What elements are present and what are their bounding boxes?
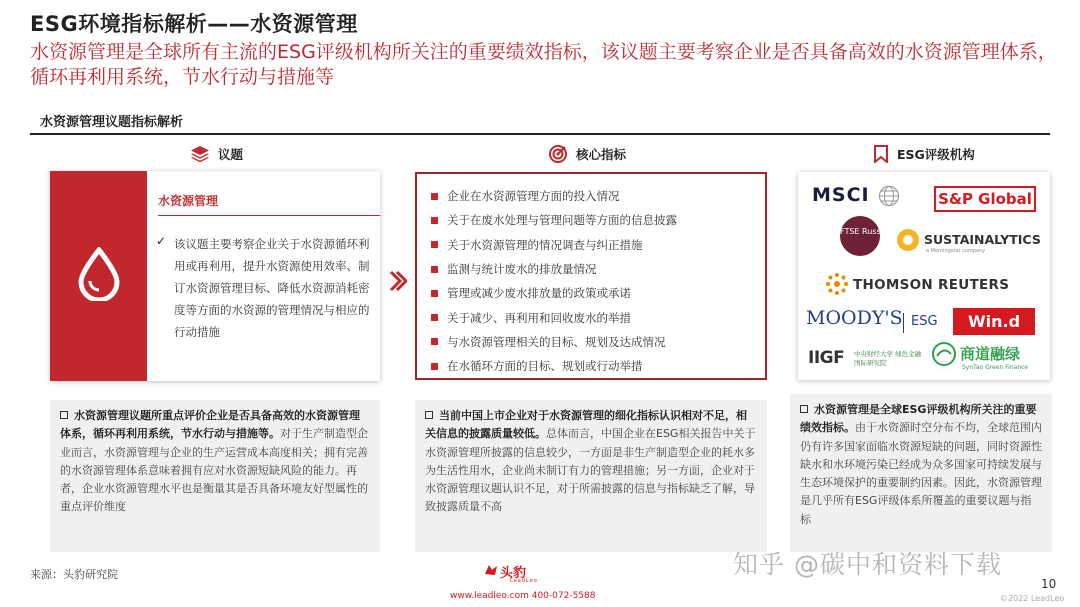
iigf-subtitle: 中央财经大学 绿色金融国际研究院 xyxy=(854,350,922,367)
sustainalytics-logo: SUSTAINALYTICS xyxy=(924,232,1041,247)
analysis-1-text: 对于生产制造型企业而言，水资源管理与企业的生产运营成本高度相关；拥有完善的水资源管理体系意味着拥有应对水资源短缺风险的能力。再者，企业水资源管理水平也是衡量其是否具备环境友好型属性的重点评价维度 xyxy=(60,427,368,514)
topic-name: 水资源管理 xyxy=(158,194,219,208)
moodys-logo: MOODY'S xyxy=(806,307,903,329)
ftse-russell-logo: FTSE Russell xyxy=(840,216,880,256)
analysis-1-highlight: 水资源管理议题所重点评价企业是否具备高效的水资源管理体系，循环再利用系统，节水行动与措施等。 xyxy=(60,409,360,441)
footer-logo-sub: LeadLeo xyxy=(510,578,538,584)
source-note: 来源：头豹研究院 xyxy=(30,568,118,581)
topic-icon-panel xyxy=(50,171,147,381)
analysis-box-2 xyxy=(415,400,767,552)
analysis-2-highlight: 当前中国上市企业对于水资源管理的细化指标认识相对不足，相关信息的披露质量较低。 xyxy=(425,409,747,441)
wind-logo: Win.d xyxy=(953,308,1035,335)
copyright: ©2022 LeadLeo xyxy=(1000,594,1065,603)
target-icon xyxy=(548,144,568,164)
msci-logo: MSCI xyxy=(812,184,870,206)
footer-contact: www.leadleo.com 400-072-5588 xyxy=(450,591,596,601)
leadleo-mark-icon xyxy=(483,562,499,582)
globe-icon xyxy=(878,185,900,211)
check-icon: ✓ xyxy=(156,234,167,248)
bullet-square-icon xyxy=(431,338,438,345)
section-label: 水资源管理议题指标解析 xyxy=(40,115,184,130)
analysis-3-highlight: 水资源管理是全球ESG评级机构所关注的重要绩效指标。 xyxy=(800,403,1037,435)
syntao-tagline: SynTao Green Finance xyxy=(962,364,1029,371)
topic-divider xyxy=(158,215,380,216)
analysis-3-text: 由于水资源时空分布不均，全球范围内仍有许多国家面临水资源短缺的问题，同时资源性缺水和水环境污染已经成为众多国家可持续发展与生态环境保护的重要制约因素。因此，水资源管理是几乎所有ESG评级体系所覆盖的重要议题与指标 xyxy=(800,421,1042,526)
chevron-right-icon xyxy=(389,270,407,296)
agency-logos-panel xyxy=(798,172,1050,380)
list-item: 与水资源管理相关的目标、规划及达成情况 xyxy=(431,330,753,354)
moodys-divider xyxy=(903,313,904,333)
list-item: 关于减少、再利用和回收废水的举措 xyxy=(431,305,753,329)
agencies-column-header xyxy=(873,143,975,165)
bookmark-icon xyxy=(873,145,889,163)
thomson-reuters-mark-icon xyxy=(824,272,850,300)
bullet-square-icon xyxy=(431,241,438,248)
topic-description: 该议题主要考察企业关于水资源循环利用或再利用，提升水资源使用效率、制订水资源管理目标、降低水资源消耗密度等方面的水资源的管理情况与相应的行动措施 xyxy=(174,237,370,339)
water-drop-icon xyxy=(76,247,122,305)
bullet-square-icon xyxy=(431,290,438,297)
indicators-column-label: 核心指标 xyxy=(576,147,627,162)
topic-card xyxy=(50,171,380,381)
layers-icon xyxy=(190,145,210,163)
page-title: ESG环境指标解析——水资源管理 xyxy=(30,12,358,36)
list-item: 关于在废水处理与管理问题等方面的信息披露 xyxy=(431,208,753,232)
checkbox-square-icon xyxy=(800,405,808,413)
page-number: 10 xyxy=(1041,577,1057,591)
bullet-square-icon xyxy=(431,217,438,224)
footer-logo: 头豹 xyxy=(500,566,527,581)
page-subtitle: 水资源管理是全球所有主流的ESG评级机构所关注的重要绩效指标，该议题主要考察企业是否具备高效的水资源管理体系，循环再利用系统，节水行动与措施等 xyxy=(30,41,1057,88)
section-divider xyxy=(30,133,1050,135)
analysis-box-3 xyxy=(790,394,1052,552)
checkbox-square-icon xyxy=(425,411,433,419)
syntao-logo: 商道融绿 xyxy=(960,345,1021,363)
indicator-panel xyxy=(415,172,767,380)
list-item: 监测与统计废水的排放量情况 xyxy=(431,257,753,281)
topic-column-header xyxy=(190,143,243,165)
bullet-square-icon xyxy=(431,193,438,200)
sustainalytics-tagline: a Morningstar company xyxy=(926,248,986,254)
syntao-mark-icon xyxy=(931,341,957,371)
sp-global-logo: S&P Global xyxy=(934,186,1036,212)
indicator-list xyxy=(431,184,753,378)
list-item: 企业在水资源管理方面的投入情况 xyxy=(431,184,753,208)
list-item: 管理或减少废水排放量的政策或承诺 xyxy=(431,281,753,305)
indicators-column-header xyxy=(548,143,626,165)
moodys-esg-label: ESG xyxy=(911,314,938,329)
agencies-column-label: ESG评级机构 xyxy=(897,147,975,162)
bullet-square-icon xyxy=(431,266,438,273)
analysis-2-text: 总体而言，中国企业在ESG相关报告中关于水资源管理所披露的信息较少，一方面是非生产制造型企业的耗水多为生活性用水，企业尚未制订有力的管理措施；另一方面，企业对于水资源管理议题认识不足，对于所需披露的信息与指标缺乏了解，导致披露质量不高 xyxy=(425,427,756,514)
bullet-square-icon xyxy=(431,314,438,321)
list-item: 在水循环方面的目标、规划或行动举措 xyxy=(431,354,753,378)
checkbox-square-icon xyxy=(60,411,68,419)
iigf-logo: IIGF xyxy=(808,348,845,368)
sustainalytics-mark-icon xyxy=(896,228,920,256)
analysis-box-1 xyxy=(50,400,380,552)
watermark: 知乎 @碳中和资料下载 xyxy=(733,550,1002,579)
topic-column-label: 议题 xyxy=(218,147,244,162)
thomson-reuters-logo: THOMSON REUTERS xyxy=(853,277,1010,293)
list-item: 关于水资源管理的情况调查与纠正措施 xyxy=(431,233,753,257)
bullet-square-icon xyxy=(431,363,438,370)
